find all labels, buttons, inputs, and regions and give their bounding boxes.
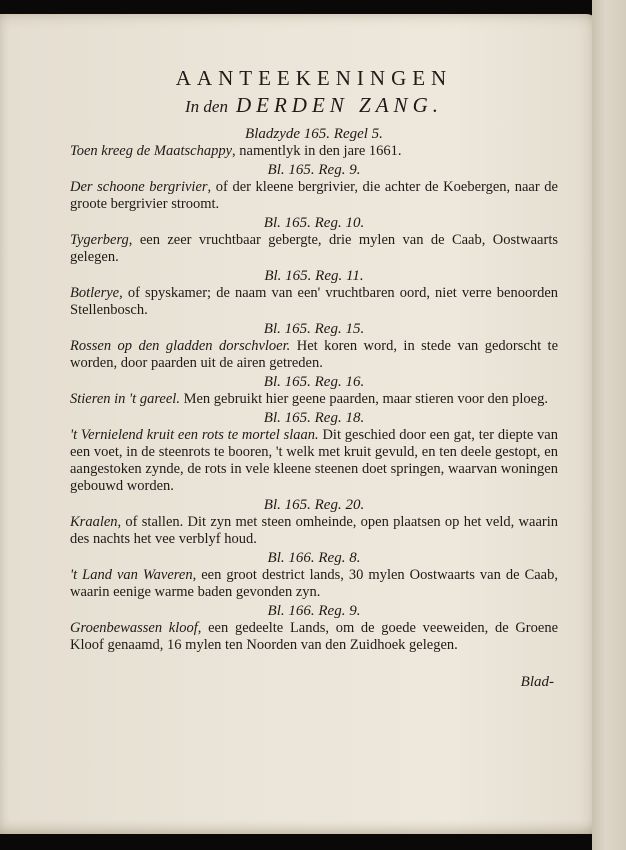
note-text: , of spyskamer; de naam van een' vruchtbaren oord, niet verre benoorden Stellenbosch. (70, 285, 558, 318)
note (70, 497, 558, 548)
page-content (70, 58, 558, 691)
note-term: 't Land van Waveren (70, 567, 193, 583)
note-text: Dit geschied door een gat, ter diepte van een voet, in de steenrots te booren, 't welk met kruit gevuld, en ten deele gestopt, en aangestoken zynde, de rots in vele kleene steenen doet springen, waarvan woningen gebouwd worden. (70, 427, 558, 494)
note-body (70, 232, 558, 266)
note-term: Der schoone bergrivier (70, 179, 208, 195)
note-reference: Bl. 165. Reg. 11. (264, 268, 364, 284)
note-body (70, 427, 558, 495)
note (70, 321, 558, 372)
note-term: Stieren in 't gareel. (70, 391, 180, 407)
note-text: Het koren word, in stede van gedorscht te worden, door paarden uit de airen getreden. (70, 338, 559, 371)
note-body (70, 285, 558, 319)
note (70, 374, 558, 408)
note-text: Men gebruikt hier geene paarden, maar stieren voor den ploeg. (179, 391, 548, 407)
note-reference: Bl. 165. Reg. 9. (267, 162, 361, 178)
section-subhead (70, 93, 558, 118)
note-text: , een gedeelte Lands, om de goede veeweiden, de Groene Kloof genaamd, 16 mylen ten Noorden van den Zuidhoek gelegen. (70, 620, 559, 653)
note-text: , namentlyk in den jare 1661. (232, 143, 402, 159)
catchword: Blad- (520, 674, 554, 690)
note-reference: Bl. 165. Reg. 20. (263, 497, 365, 513)
subhead-title: DERDEN ZANG. (235, 93, 443, 117)
note-term: Rossen op den gladden dorschvloer. (70, 338, 291, 354)
facing-page-edge (592, 0, 626, 850)
note-body (70, 143, 558, 160)
note-reference: Bl. 166. Reg. 9. (267, 603, 361, 619)
note-body (70, 338, 558, 372)
note-text: , of der kleene bergrivier, die achter de Koebergen, naar de groote bergrivier stroomt. (70, 179, 558, 212)
note-reference: Bl. 165. Reg. 15. (263, 321, 365, 337)
note-reference: Bl. 165. Reg. 10. (263, 215, 365, 231)
running-head: AANTEEKENINGEN (175, 66, 453, 90)
note-text: , een zeer vruchtbaar gebergte, drie mylen van de Caab, Oostwaarts gelegen. (70, 232, 558, 265)
note (70, 126, 558, 160)
note-term: 't Vernielend kruit een rots te mortel slaan. (70, 427, 319, 443)
note (70, 410, 558, 495)
note (70, 550, 558, 601)
note (70, 603, 558, 654)
note-reference: Bl. 165. Reg. 16. (263, 374, 365, 390)
book-page (0, 14, 600, 834)
subhead-lead: In den (185, 97, 228, 116)
note-term: Botlerye (70, 285, 120, 301)
note-term: Kraalen (70, 514, 118, 530)
note-reference: Bl. 166. Reg. 8. (267, 550, 361, 566)
note-text: , een groot destrict lands, 30 mylen Oostwaarts van de Caab, waarin eenige warme baden gevonden zyn. (70, 567, 558, 600)
note-body (70, 567, 558, 601)
note-body (70, 391, 558, 408)
note-term: Groenbewassen kloof (70, 620, 198, 636)
note (70, 215, 558, 266)
note-reference: Bladzyde 165. Regel 5. (245, 126, 383, 142)
note (70, 268, 558, 319)
note-term: Tygerberg (70, 232, 129, 248)
note-reference: Bl. 165. Reg. 18. (263, 410, 365, 426)
note-body (70, 514, 558, 548)
note-term: Toen kreeg de Maatschappy (70, 143, 233, 159)
note-body (70, 179, 558, 213)
note-text: , of stallen. Dit zyn met steen omheinde, open plaatsen op het veld, waarin des nachts het vee verblyf houd. (70, 514, 558, 547)
note (70, 162, 558, 213)
note-body (70, 620, 558, 654)
